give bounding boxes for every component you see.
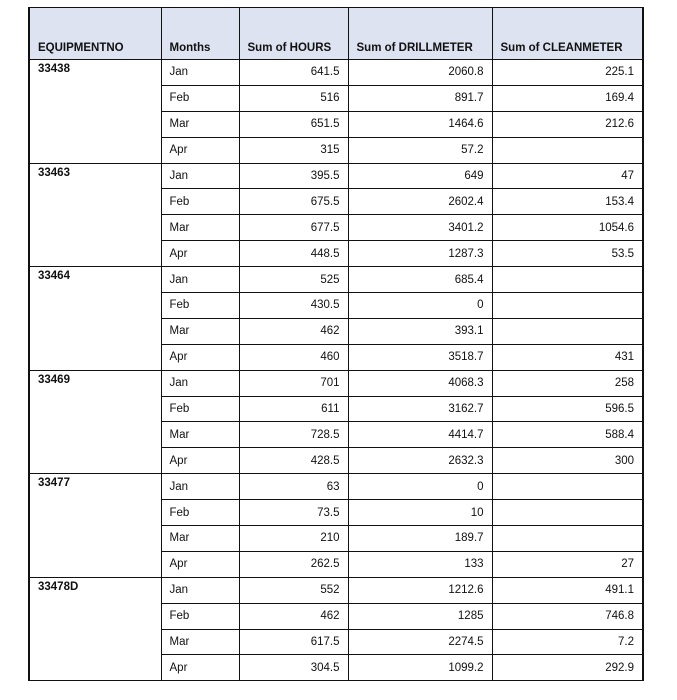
drillmeter-cell: 133 [348, 551, 492, 577]
header-sum-of-cleanmeter: Sum of CLEANMETER [492, 8, 643, 60]
month-cell: Mar [161, 629, 239, 655]
hours-cell: 516 [239, 85, 348, 111]
cleanmeter-cell: 588.4 [492, 422, 643, 448]
drillmeter-cell: 649 [348, 163, 492, 189]
month-cell: Mar [161, 422, 239, 448]
hours-cell: 462 [239, 318, 348, 344]
equipment-number-cell-empty [29, 344, 161, 370]
hours-cell: 315 [239, 137, 348, 163]
cleanmeter-cell [492, 526, 643, 552]
equipment-number-cell-empty [29, 526, 161, 552]
drillmeter-cell: 1285 [348, 603, 492, 629]
hours-cell: 525 [239, 267, 348, 293]
table-row [29, 163, 643, 189]
month-cell: Apr [161, 448, 239, 474]
drillmeter-cell: 685.4 [348, 267, 492, 293]
month-cell: Feb [161, 603, 239, 629]
table-row [29, 422, 643, 448]
drillmeter-cell: 10 [348, 500, 492, 526]
drillmeter-cell: 2632.3 [348, 448, 492, 474]
equipment-number-cell-empty [29, 241, 161, 267]
equipment-number-cell: 33438 [29, 60, 161, 86]
equipment-number-cell-empty [29, 318, 161, 344]
hours-cell: 611 [239, 396, 348, 422]
table-row [29, 241, 643, 267]
table-row [29, 318, 643, 344]
month-cell: Feb [161, 500, 239, 526]
table-row [29, 655, 643, 681]
cleanmeter-cell [492, 137, 643, 163]
month-cell: Jan [161, 370, 239, 396]
month-cell: Apr [161, 344, 239, 370]
month-cell: Mar [161, 526, 239, 552]
month-cell: Feb [161, 85, 239, 111]
table-row [29, 137, 643, 163]
hours-cell: 73.5 [239, 500, 348, 526]
month-cell: Feb [161, 189, 239, 215]
drillmeter-cell: 4068.3 [348, 370, 492, 396]
table-row [29, 215, 643, 241]
cleanmeter-cell: 258 [492, 370, 643, 396]
cleanmeter-cell [492, 500, 643, 526]
cleanmeter-cell: 746.8 [492, 603, 643, 629]
drillmeter-cell: 891.7 [348, 85, 492, 111]
equipment-number-cell: 33478D [29, 577, 161, 603]
equipment-number-cell-empty [29, 293, 161, 319]
table-row [29, 448, 643, 474]
drillmeter-cell: 4414.7 [348, 422, 492, 448]
equipment-number-cell: 33477 [29, 474, 161, 500]
cleanmeter-cell [492, 293, 643, 319]
equipment-number-cell-empty [29, 111, 161, 137]
table-row [29, 629, 643, 655]
equipment-number-cell-empty [29, 137, 161, 163]
equipment-number-cell: 33469 [29, 370, 161, 396]
hours-cell: 460 [239, 344, 348, 370]
table-row [29, 60, 643, 86]
month-cell: Apr [161, 551, 239, 577]
cleanmeter-cell [492, 267, 643, 293]
month-cell: Jan [161, 474, 239, 500]
cleanmeter-cell: 53.5 [492, 241, 643, 267]
equipment-number-cell-empty [29, 629, 161, 655]
cleanmeter-cell: 47 [492, 163, 643, 189]
equipment-number-cell-empty [29, 603, 161, 629]
month-cell: Jan [161, 267, 239, 293]
equipment-number-cell: 33464 [29, 267, 161, 293]
hours-cell: 677.5 [239, 215, 348, 241]
hours-cell: 304.5 [239, 655, 348, 681]
hours-cell: 552 [239, 577, 348, 603]
hours-cell: 728.5 [239, 422, 348, 448]
equipment-number-cell-empty [29, 215, 161, 241]
hours-cell: 617.5 [239, 629, 348, 655]
cleanmeter-cell [492, 318, 643, 344]
table-row [29, 189, 643, 215]
equipment-number-cell-empty [29, 85, 161, 111]
table-row [29, 267, 643, 293]
table-row [29, 293, 643, 319]
cleanmeter-cell: 153.4 [492, 189, 643, 215]
table-row [29, 474, 643, 500]
drillmeter-cell: 2602.4 [348, 189, 492, 215]
table-row [29, 85, 643, 111]
hours-cell: 651.5 [239, 111, 348, 137]
hours-cell: 428.5 [239, 448, 348, 474]
drillmeter-cell: 1287.3 [348, 241, 492, 267]
table-row [29, 396, 643, 422]
hours-cell: 210 [239, 526, 348, 552]
cleanmeter-cell: 7.2 [492, 629, 643, 655]
month-cell: Feb [161, 293, 239, 319]
drillmeter-cell: 393.1 [348, 318, 492, 344]
table-row [29, 526, 643, 552]
header-sum-of-drillmeter: Sum of DRILLMETER [348, 8, 492, 60]
hours-cell: 701 [239, 370, 348, 396]
month-cell: Jan [161, 577, 239, 603]
equipment-pivot-table [28, 7, 644, 681]
header-months: Months [161, 8, 239, 60]
table-body [29, 60, 643, 681]
hours-cell: 430.5 [239, 293, 348, 319]
hours-cell: 641.5 [239, 60, 348, 86]
month-cell: Jan [161, 60, 239, 86]
cleanmeter-cell: 212.6 [492, 111, 643, 137]
equipment-number-cell-empty [29, 448, 161, 474]
month-cell: Feb [161, 396, 239, 422]
hours-cell: 63 [239, 474, 348, 500]
cleanmeter-cell: 491.1 [492, 577, 643, 603]
drillmeter-cell: 2274.5 [348, 629, 492, 655]
equipment-number-cell-empty [29, 422, 161, 448]
cleanmeter-cell: 292.9 [492, 655, 643, 681]
drillmeter-cell: 3518.7 [348, 344, 492, 370]
equipment-number-cell: 33463 [29, 163, 161, 189]
month-cell: Mar [161, 215, 239, 241]
pivot-table-container [28, 7, 642, 681]
cleanmeter-cell: 300 [492, 448, 643, 474]
table-row [29, 551, 643, 577]
table-row [29, 500, 643, 526]
equipment-number-cell-empty [29, 655, 161, 681]
drillmeter-cell: 0 [348, 474, 492, 500]
month-cell: Apr [161, 655, 239, 681]
cleanmeter-cell: 169.4 [492, 85, 643, 111]
table-row [29, 111, 643, 137]
equipment-number-cell-empty [29, 396, 161, 422]
drillmeter-cell: 189.7 [348, 526, 492, 552]
table-row [29, 370, 643, 396]
cleanmeter-cell: 596.5 [492, 396, 643, 422]
month-cell: Mar [161, 318, 239, 344]
equipment-number-cell-empty [29, 551, 161, 577]
cleanmeter-cell: 27 [492, 551, 643, 577]
hours-cell: 462 [239, 603, 348, 629]
header-row [29, 8, 643, 60]
drillmeter-cell: 3162.7 [348, 396, 492, 422]
hours-cell: 675.5 [239, 189, 348, 215]
drillmeter-cell: 1099.2 [348, 655, 492, 681]
cleanmeter-cell [492, 474, 643, 500]
cleanmeter-cell: 1054.6 [492, 215, 643, 241]
equipment-number-cell-empty [29, 189, 161, 215]
drillmeter-cell: 1212.6 [348, 577, 492, 603]
drillmeter-cell: 1464.6 [348, 111, 492, 137]
cleanmeter-cell: 431 [492, 344, 643, 370]
hours-cell: 262.5 [239, 551, 348, 577]
table-row [29, 344, 643, 370]
month-cell: Apr [161, 137, 239, 163]
table-row [29, 577, 643, 603]
drillmeter-cell: 2060.8 [348, 60, 492, 86]
hours-cell: 448.5 [239, 241, 348, 267]
month-cell: Jan [161, 163, 239, 189]
header-sum-of-hours: Sum of HOURS [239, 8, 348, 60]
hours-cell: 395.5 [239, 163, 348, 189]
table-row [29, 603, 643, 629]
drillmeter-cell: 0 [348, 293, 492, 319]
month-cell: Mar [161, 111, 239, 137]
equipment-number-cell-empty [29, 500, 161, 526]
month-cell: Apr [161, 241, 239, 267]
header-equipmentno: EQUIPMENTNO [29, 8, 161, 60]
drillmeter-cell: 57.2 [348, 137, 492, 163]
cleanmeter-cell: 225.1 [492, 60, 643, 86]
drillmeter-cell: 3401.2 [348, 215, 492, 241]
